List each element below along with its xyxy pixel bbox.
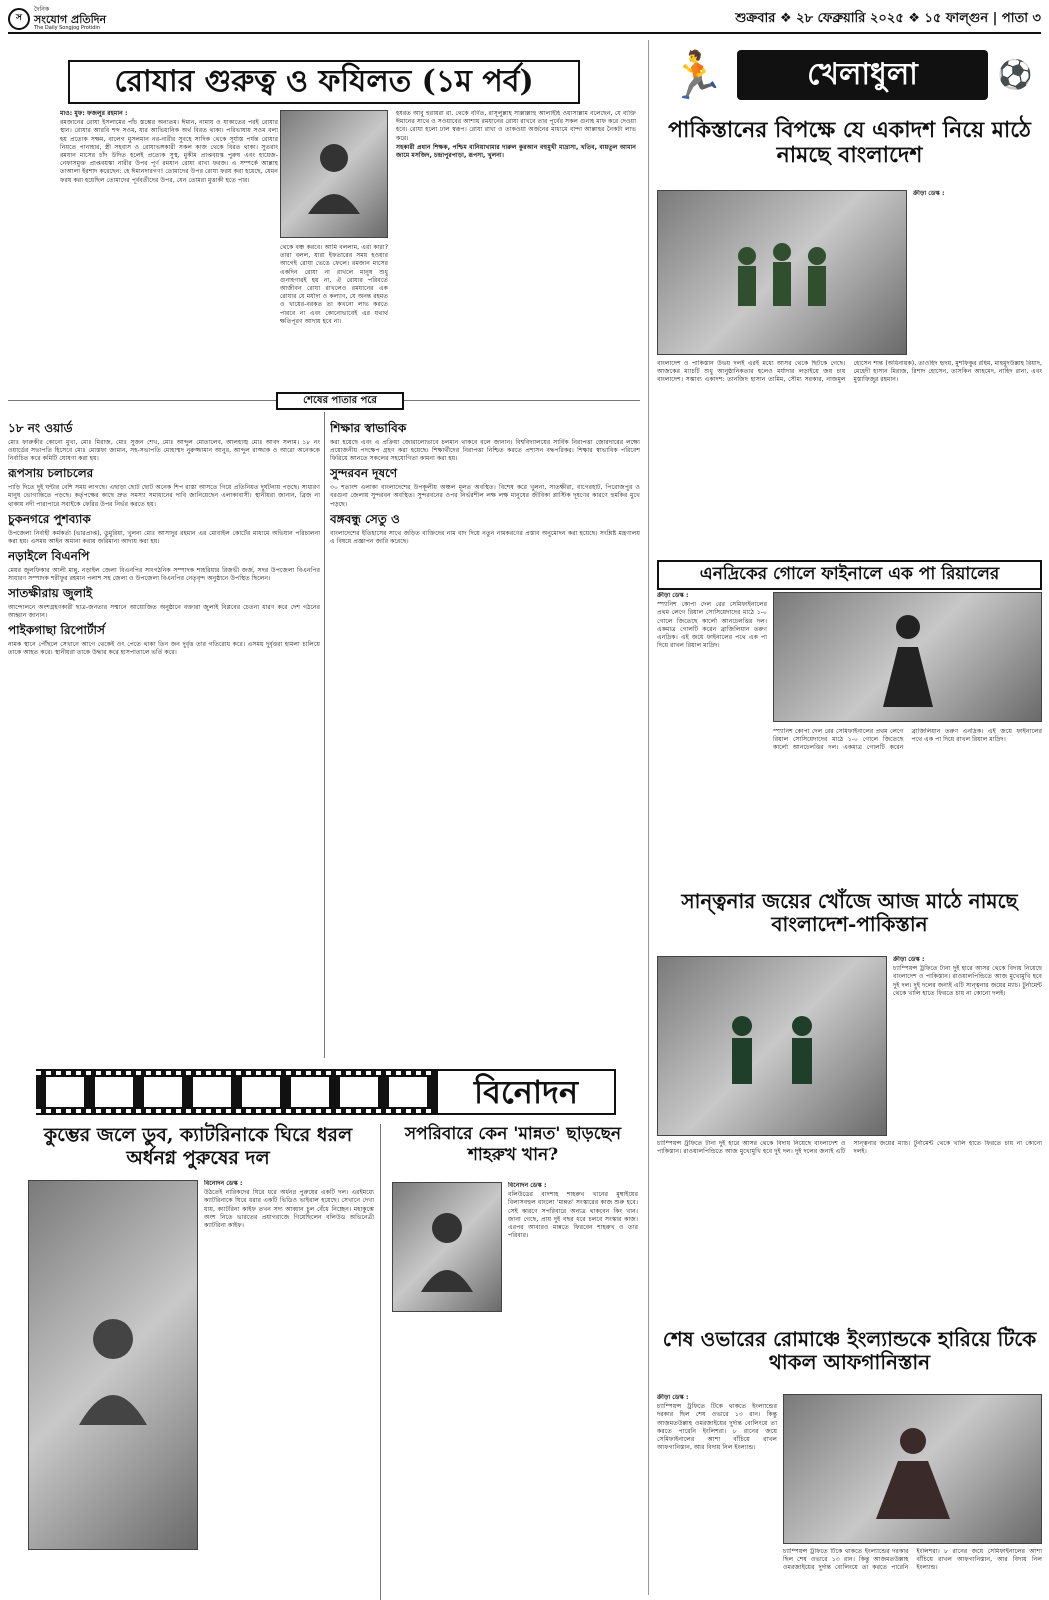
person-icon: [73, 1305, 153, 1425]
katrina-photo: [28, 1180, 198, 1550]
shahrukh-body: বলিউডের বাদশাহ শাহরুখ খানের মুম্বাইয়ের বিলাসবহুল বাংলো 'মান্নত' সংস্কারের কাজ শুরু হবে। সেই কারণে সপরিবারে অন্যত্র থাকবেন কিং খান। জানা গেছে, প্রায় দুই বছর ধরে চলবে সংস্কার কাজ। এরপর আবারও মান্নতে ফিরবেন শাহরুখ ও তার পরিবার।: [508, 1191, 638, 1240]
column-divider: [380, 1124, 381, 1600]
ramadan-col-3: [396, 110, 636, 390]
bridge-title: বঙ্গবন্ধু সেতু ও: [330, 511, 400, 526]
sports-headline-4: শেষ ওভারের রোমাঞ্চে ইংল্যান্ডকে হারিয়ে টিকে থাকল আফগানিস্তান: [662, 1327, 1037, 1374]
person-icon: [868, 1419, 958, 1519]
players-icon: [722, 238, 842, 308]
narail-body: মেয়র জুলফিকার আলী মান্নু, নড়াইল জেলা বিএনপির সাংগঠনিক সম্পাদক শাহরিয়ার রিজভী জর্জ, সদর উপজেলা বিএনপির সাধারণ সম্পাদক শরীফুর রহমান পলাশ সহ জেলা ও উপজেলা বিএনপির নেতৃবৃন্দ অনুষ্ঠানে উপস্থিত ছিলেন।: [8, 566, 320, 582]
ward-title: ১৮ নং ওয়ার্ড: [8, 421, 73, 435]
sundarban-title: সুন্দরবন দূষণে: [330, 466, 398, 481]
ramadan-col-1: [60, 110, 278, 390]
kumbh-desk: বিনোদন ডেস্ক :: [204, 1180, 243, 1187]
sports-headline-3: সান্ত্বনার জয়ের খোঁজে আজ মাঠে নামছে বাংলাদেশ-পাকিস্তান: [681, 889, 1018, 936]
masthead: [8, 6, 1041, 34]
person-icon: [873, 607, 943, 707]
sports-body-4b: চ্যাম্পিয়ন্স ট্রফিতে টিকে থাকতে ইংল্যান্ডের দরকার ছিল শেষ ওভারে ১৩ রান। কিন্তু আজমতউল্লাহ ওমরজাইয়ের দুর্দান্ত বোলিংয়ে তা করতে পারেনি ইংলিশরা। ৮ রানের জয়ে সেমিফাইনালের আশা বাঁচিয়ে রাখল আফগানিস্তান, আর বিদায় নিল ইংল্যান্ড।: [783, 1548, 1042, 1572]
chuknagar-body: উপজেলা নির্বাহী কর্মকর্তা (ভারপ্রাপ্ত), ডুমুরিয়া, খুলনা মোঃ আসাদুর রহমান এর মোবাইল কোর্টের মাধ্যমে অভিযান পরিচালনা করা হয়। এসময় আইন অমান্য করায় জরিমানা আদায় করা হয়।: [8, 529, 320, 545]
entertainment-title: বিনোদন: [436, 1069, 616, 1115]
author-photo: [280, 110, 388, 238]
education-body: করা হয়েছে এবং এ প্রক্রিয়া জোরালোভাবে চলমান থাকবে বলে জানান। বিশ্ববিদ্যালয়ের সার্বিক নিরাপত্তা জোরদারের লক্ষ্যে প্রয়োজনীয় পদক্ষেপ গ্রহণ করা হয়েছে। শিক্ষার্থীদের নিরাপত্তা নিশ্চিত করতে প্রশাসন বদ্ধপরিকর। শিক্ষার স্বাভাবিক পরিবেশ ফিরিয়ে আনতে সকলের সহযোগিতা কামনা করা হয়।: [330, 438, 640, 463]
shahrukh-photo: [392, 1182, 502, 1312]
ramadan-headline: রোযার গুরুত্ব ও ফযিলত (১ম পর্ব): [114, 64, 534, 100]
local-news-column: [8, 418, 320, 1058]
newspaper-logo-icon: স: [8, 8, 30, 30]
film-strip-icon: [36, 1069, 436, 1115]
ramadan-col-2a: [280, 244, 388, 390]
paikgachha-title: পাইকগাছা রিপোর্টার্স: [8, 623, 105, 638]
person-icon: [417, 1202, 477, 1292]
sports-body-2b: স্প্যানিশ কোপা দেল রের সেমিফাইনালের প্রথম লেগে রিয়াল সোসিয়েদাদের মাঠে ১-০ গোলে জিতেছে কার্লো আনচেলত্তির দল। একমাত্র গোলটি করেন ব্রাজিলিয়ান তরুণ এনদ্রিক। এই জয়ে ফাইনালের পথে এক পা দিয়ে রাখল রিয়াল মাদ্রিদ।: [773, 728, 1042, 752]
endrick-photo: [773, 592, 1042, 722]
masthead-brand: [8, 6, 106, 32]
ward-body: মোঃ ফারুকীর কোনো মুখা, মোঃ মিরাজ, মোঃ সুজন শেখ, মোঃ আব্দুল মোতালেব, আলহাজ্ব মোঃ আবদ সলাম। ১৮ নং ওয়ার্ডের সভাপতি হিসেবে মোঃ মোস্তফা জামান, সহ-সভাপতি মোহাম্মদ নুরুজ্জামান আনুর, আব্দুল রাজ্জাক ও আরো অনেককে নির্বাচিত করে কমিটি ঘোষণা করা হয়।: [8, 438, 320, 463]
sports-body-3: চ্যাম্পিয়ন্স ট্রফিতে টানা দুই হারে আসর থেকে বিদায় নিয়েছে বাংলাদেশ ও পাকিস্তান। রাওয়ালপিন্ডিতে আজ মুখোমুখি হবে দুই দল। দুই দলের জন্যই এটি সান্ত্বনার জয়ের ম্যাচ। টুর্নামেন্ট থেকে খালি হাতে ফিরতে চায় না কোনো দলই।: [893, 965, 1042, 997]
masthead-daily: দৈনিক: [34, 6, 50, 14]
sports-headline-1: পাকিস্তানের বিপক্ষে যে একাদশ নিয়ে মাঠে নামছে বাংলাদেশ: [668, 117, 1031, 169]
shahrukh-article-top: [508, 1182, 638, 1312]
sports-body-3b: চ্যাম্পিয়ন্স ট্রফিতে টানা দুই হারে আসর থেকে বিদায় নিয়েছে বাংলাদেশ ও পাকিস্তান। রাওয়ালপিন্ডিতে আজ মুখোমুখি হবে দুই দল। দুই দলের জন্যই এটি সান্ত্বনার জয়ের ম্যাচ। টুর্নামেন্ট থেকে খালি হাতে ফিরতে চায় না কোনো দলই।: [657, 1140, 1042, 1156]
education-title: শিক্ষার স্বাভাবিক: [330, 421, 407, 435]
sundarban-body: ৩০ শতাংশ এলাকা বাংলাদেশের উপকূলীয় অঞ্চল মূলত অবস্থিত। বিশেষ করে খুলনা, সাতক্ষীরা, বাগেরহাট, পিরোজপুর ও বরগুনা জেলায় সুন্দরবন অবস্থিত। সুন্দরবনের ওপর নির্ভরশীল লক্ষ লক্ষ মানুষের জীবিকা প্লাস্টিক দূষণের কারণে হুমকির মুখে পড়ছে।: [330, 484, 640, 508]
sports-column: [648, 40, 1041, 1595]
bangladesh-team-photo: [657, 190, 907, 355]
kumbh-article: [204, 1180, 374, 1600]
shahrukh-desk: বিনোদন ডেস্ক :: [508, 1182, 547, 1189]
sports-title: খেলাধুলা: [737, 50, 988, 100]
person-icon: [304, 134, 364, 214]
afghanistan-celebration-photo: [783, 1394, 1042, 1544]
paikgachha-body: নামক স্থানে পৌঁছলে সেখানে আগে থেকেই ওৎ পেতে থাকা তিন জন দুর্বৃত্ত তার গতিরোধ করে। এসময় দুর্বৃত্তরা হামলা চালিয়ে তাকে আহত করে। স্থানীয়রা তাকে উদ্ধার করে হাসপাতালে ভর্তি করে।: [8, 641, 320, 657]
sports-article-1a: [913, 190, 1042, 355]
chuknagar-title: চুকনগরে পুশব্যাক: [8, 511, 91, 526]
players-icon: [712, 1006, 832, 1086]
sports-article-4: [657, 1394, 777, 1590]
column-divider: [324, 412, 325, 1058]
dateline: শুক্রবার ❖ ২৮ ফেব্রুয়ারি ২০২৫ ❖ ১৫ ফাল্গুন | পাতা ৩: [735, 11, 1041, 27]
shahrukh-headline: সপরিবারে কেন 'মান্নত' ছাড়ছেন শাহরুখ খান?: [404, 1124, 622, 1166]
sports-article-4b: [783, 1548, 1042, 1592]
sports-article-1: [657, 360, 1042, 550]
bridge-body: বাংলাদেশের ইতিহাসের সাথে জড়িত ব্যক্তিদের নাম বাদ দিয়ে নতুন নামকরণের প্রস্তাব অনুমোদন করা হয়েছে। সংশ্লিষ্ট মন্ত্রণালয় এ বিষয়ে প্রজ্ঞাপন জারি করেছে।: [330, 529, 640, 545]
sports-article-2: [657, 592, 767, 792]
kumbh-headline: কুম্ভের জলে ডুব, ক্যাটরিনাকে ঘিরে ধরল অর্ধনগ্ন পুরুষের দল: [43, 1124, 353, 1169]
sports-desk-4: ক্রীড়া ডেস্ক :: [657, 1394, 689, 1401]
sports-body-1: বাংলাদেশ ও পাকিস্তান উভয় দলই এরই মধ্যে আসর থেকে ছিটকে গেছে। আজকের ম্যাচটি শুধু আনুষ্ঠানিকতার হলেও মর্যাদার লড়াইয়ে জয় চায় বাংলাদেশ। সম্ভাব্য একাদশ: তানজিদ হাসান তামিম, সৌম্য সরকার, নাজমুল হোসেন শান্ত (অধিনায়ক), তাওহিদ হৃদয়, মুশফিকুর রহিম, মাহমুদউল্লাহ রিয়াদ, মেহেদী হাসান মিরাজ, রিশাদ হোসেন, তাসকিন আহমেদ, নাহিদ রানা, এবং মুস্তাফিজুর রহমান।: [657, 360, 1042, 384]
sports-desk-3: ক্রীড়া ডেস্ক :: [893, 956, 925, 963]
ramadan-byline: মাও: মুফ: ফজলুর রহমান :: [60, 110, 128, 117]
kumbh-body: উঠতেই নারিকদের ঘিরে ধরে অর্ধনগ্ন পুরুষের একটি দল। এরইমধ্যে ক্যাটরিনাকে ঘিরে ধরার একটি ভিডিও ভাইরাল হয়েছে। সেখানে দেখা যায়, ক্যাটরিনা কাইফ তখন সদ্য আব্বান চুল বেঁধে নিচ্ছেন। মহাকুম্ভে অংশ নিতে ভারতের প্রয়াগরাজে গিয়েছিলেন বলিউড অভিনেত্রী ক্যাটরিনা কাইফ।: [204, 1189, 374, 1229]
satkhira-body: আন্দোলনে অংশগ্রহণকারী ছাত্র-জনতার সম্মানে আয়োজিত অনুষ্ঠানে বক্তারা জুলাই বিপ্লবের চেতনা ধারণ করে দেশ গঠনের আহ্বান জানান।: [8, 604, 320, 620]
entertainment-banner: [36, 1068, 616, 1116]
sports-article-2b: [773, 728, 1042, 878]
football-icon: ⚽: [997, 57, 1033, 91]
runner-icon: 🏃: [668, 47, 726, 102]
satkhira-title: সাতক্ষীরায় জুলাই: [8, 586, 93, 601]
sports-article-3: [657, 1140, 1042, 1320]
masthead-name: সংযোগ প্রতিদিন: [34, 13, 107, 27]
regional-news-column: [330, 418, 640, 1058]
ramadan-author-credit: সহকারী প্রধান শিক্ষক, পশ্চিম বানিয়াখামার দারুল কুরআন বহুমুখী মাদ্রাসা, খতিব, বায়তুল আমান জামে মসজিদ, চন্দ্রাপুরপাড়া, রূপসা, খুলনা।: [396, 143, 636, 159]
sports-desk-1: ক্রীড়া ডেস্ক :: [913, 190, 945, 197]
sports-desk-2: ক্রীড়া ডেস্ক :: [657, 592, 689, 599]
bd-pak-players-photo: [657, 956, 887, 1136]
sports-body-2: স্প্যানিশ কোপা দেল রের সেমিফাইনালের প্রথম লেগে রিয়াল সোসিয়েদাদের মাঠে ১-০ গোলে জিতেছে কার্লো আনচেলত্তির দল। একমাত্র গোলটি করেন ব্রাজিলিয়ান তরুণ এনদ্রিক। এই জয়ে ফাইনালের পথে এক পা দিয়ে রাখল রিয়াল মাদ্রিদ।: [657, 601, 767, 650]
ramadan-col-3-text: হযরত আবু হুরায়রা রা. থেকে বর্ণিত, রাসূলুল্লাহ সাল্লাল্লাহু আলাইহি ওয়াসাল্লাম বলেছেন, যে ব্যক্তি ঈমানের সাথে ও সওয়াবের আশায় রমযানের রোযা রাখবে তার পূর্বের সকল গুনাহ মাফ করে দেওয়া হবে। রোযা হলো ঢাল স্বরূপ। রোযা রাখা ও তাকওয়া অর্জনের মাধ্যমে বান্দা আল্লাহর নৈকট্য লাভ করে।: [396, 110, 636, 142]
sports-body-4: চ্যাম্পিয়ন্স ট্রফিতে টিকে থাকতে ইংল্যান্ডের দরকার ছিল শেষ ওভারে ১৩ রান। কিন্তু আজমতউল্লাহ ওমরজাইয়ের দুর্দান্ত বোলিংয়ে তা করতে পারেনি ইংলিশরা। ৮ রানের জয়ে সেমিফাইনালের আশা বাঁচিয়ে রাখল আফগানিস্তান, আর বিদায় নিল ইংল্যান্ড।: [657, 1403, 777, 1452]
sports-article-3a: [893, 956, 1042, 1136]
ramadan-headline-box: [68, 60, 580, 104]
sports-headline-2: এনদ্রিকের গোলে ফাইনালে এক পা রিয়ালের: [657, 560, 1042, 590]
ramadan-col-2-text: থেকে বঞ্চ করবে। আমি বললাম, এরা কারা? তারা বলল, যারা ইফতারের সময় হওয়ার আগেই রোযা ভেঙে ফেলে। রমজান মাসের একদিন রোযা না রাখলে মানুষ শুধু গুনাহগারই হয় না, ঐ রোযার পরিবর্তে আজীবন রোযা রাখলেও রমযানের এক রোযার যে মর্যাদা ও কল্যাণ, যে অনন্ত রহমত ও খায়ের-বরকত তা কখনো লাভ করতে পারবে না এবং কোনোভাবেই এর যথার্থ ক্ষতিপূরণ আদায় হবে না।: [280, 244, 388, 325]
narail-title: নড়াইলে বিএনপি: [8, 548, 90, 563]
continued-label: শেষের পাতার পরে: [276, 392, 404, 410]
masthead-english: The Daily Songjog Protidin: [34, 25, 100, 32]
rupsha-body: পাড়ি দিতে দুই ঘন্টার বেশি সময় লাগছে। এছাড়া ছোট ছোট অনেক শিপ রাস্তা আসতে গিয়ে প্রতিনিয়ত দুর্ঘটনায় পড়ছে। সাধারণ মানুষ ভোগান্তিতে পড়ছে। কর্তৃপক্ষের কাছে দ্রুত সমস্যা সমাধানের দাবি জানিয়েছেন এলাকাবাসী। স্থানীয়রা জানান, ব্রিজ না থাকায় নদী পারাপারে সবাইকে ফেরির উপর নির্ভর করতে হয়।: [8, 484, 320, 508]
left-column: [8, 40, 640, 1595]
rupsha-title: রূপসায় চলাচলের: [8, 466, 94, 481]
sports-banner: [657, 40, 1042, 110]
ramadan-col-1-text: রমজানের রোযা ইসলামের পাঁচ স্তম্ভের অন্যতম। ঈমান, নামায ও যাকাতের পরই রোযার স্থান। রোযার আরবি শব্দ সওম, যার আভিধানিক অর্থ বিরত থাকা। পরিভাষায় সওম বলা হয় প্রত্যেক সক্ষম, বালেগ মুসলমান নর-নারীর সুবহে সাদিক থেকে সূর্যাস্ত পর্যন্ত রোযার নিয়তে পানাহার, স্ত্রী সহবাস ও রোযাভঙ্গকারী সকল কাজ থেকে বিরত থাকা। সুতরাং রমযান মাসের চাঁদ উদিত হলেই প্রত্যেক সুস্থ, মুকীম প্রাপ্তবয়স্ক পুরুষ এবং হায়েজ-নেফাসমুক্ত প্রাপ্তবয়স্কা নারীর উপর পূর্ণ রমযান রোযা রাখা ফরজ। এ সম্পর্কে আল্লাহ তাআলা ইরশাদ করেছেন: হে ঈমানদারগণ! তোমাদের উপর রোযা ফরয করা হয়েছে, যেমন ফরয করা হয়েছিল তোমাদের পূর্ববর্তীদের উপর, যেন তোমরা মুত্তাকী হতে পার।: [60, 119, 278, 184]
